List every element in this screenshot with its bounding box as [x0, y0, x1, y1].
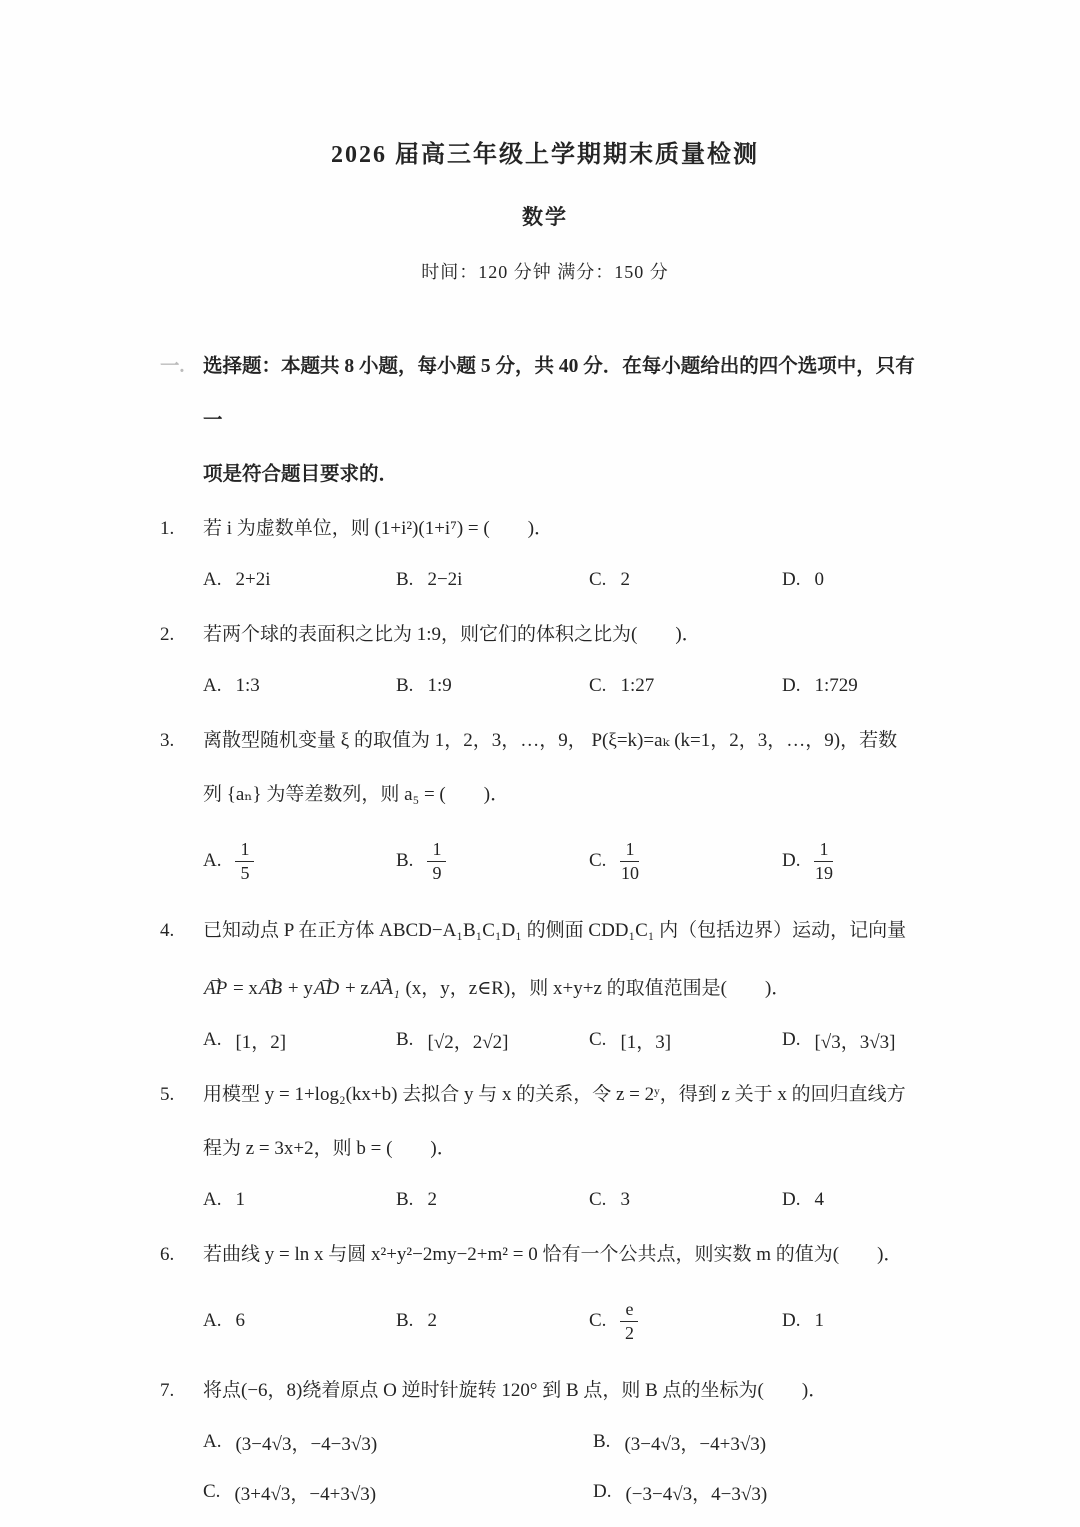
section-line1: 选择题：本题共 8 小题，每小题 5 分，共 40 分．在每小题给出的四个选项中，只有一 [203, 356, 915, 431]
question-3-line1: 离散型随机变量 ξ 的取值为 1，2，3，…，9， P(ξ=k)=aₖ (k=1，2，3，…，9)，若数 [203, 730, 898, 751]
question-5-stem [203, 1068, 975, 1176]
question-4-number: 4. [160, 920, 175, 941]
option-c: C. $\frac{e}{2}$ [589, 1299, 782, 1343]
page-title: 2026 届高三年级上学期期末质量检测 [331, 142, 759, 168]
option-a: A. 1:3 [203, 675, 260, 696]
option-d-value: [√3，3√3] [814, 1031, 896, 1053]
question-7-options-row1 [203, 1420, 983, 1464]
option-b: B. (3−4√3，−4+3√3) [593, 1429, 983, 1456]
option-d: D. 4 [782, 1189, 824, 1210]
option-b: B. [√2，2√2] [396, 1027, 589, 1054]
vector-AB: AB → [258, 962, 283, 1016]
option-b-value: 2−2i [427, 569, 463, 590]
section-marker: 一. [160, 356, 185, 377]
question-6-stem: 若曲线 y = ln x 与圆 x²+y²−2my−2+m² = 0 恰有一个公共点，则实数 m 的值为( )． [203, 1244, 903, 1265]
section-text [203, 340, 930, 502]
option-d-value: 1:729 [814, 675, 858, 696]
option-c: C. 3 [589, 1189, 630, 1210]
vector-AD: AD → [313, 962, 340, 1016]
option-b-value: (3−4√3，−4+3√3) [624, 1433, 767, 1455]
option-a-value: 1:3 [235, 675, 260, 696]
question-2-number: 2. [160, 624, 175, 645]
fraction: $\frac{1}{19}$ [814, 838, 833, 883]
option-c-value: 3 [620, 1189, 630, 1210]
question-4 [160, 904, 930, 1068]
question-6-options [203, 1284, 975, 1358]
option-c-value: [1，3] [620, 1031, 672, 1053]
question-4-line2: AP → = xAB → + yAD → + zAA₁ → (x，y，z∈R)，则 x+y+z 的取值范围是( )． [203, 958, 975, 1016]
option-c: C. $\frac{1}{10}$ [589, 838, 639, 883]
option-c-value: (3+4√3，−4+3√3) [234, 1483, 377, 1505]
question-3 [160, 714, 930, 904]
question-4-options [203, 1018, 975, 1062]
option-d: D. 1:729 [782, 675, 858, 696]
option-c: C. 1:27 [589, 675, 655, 696]
question-4-line1: 已知动点 P 在正方体 ABCD−A₁B₁C₁D₁ 的侧面 CDD₁C₁ 内（包括边界）运动，记向量 [203, 920, 907, 941]
section-line2: 项是符合题目要求的． [203, 464, 399, 485]
option-c: C. [1，3] [589, 1027, 782, 1054]
question-1-options [203, 558, 975, 602]
question-7 [160, 1364, 930, 1520]
option-c-value: 2 [620, 569, 630, 590]
fraction: $\frac{1}{5}$ [235, 839, 254, 883]
option-d-value: 0 [814, 569, 824, 590]
option-a: A. [1，2] [203, 1027, 396, 1054]
subject-title: 数学 [522, 205, 568, 229]
question-1-stem: 若 i 为虚数单位，则 (1+i²)(1+i⁷) = ( )． [203, 518, 554, 539]
question-3-line2: 列 {aₙ} 为等差数列，则 a₅ = ( )． [203, 784, 510, 805]
option-d: D. (−3−4√3，4−3√3) [593, 1479, 983, 1506]
question-5 [160, 1068, 930, 1228]
question-5-number: 5. [160, 1084, 175, 1105]
fraction: $\frac{1}{10}$ [620, 838, 639, 883]
option-d-value: (−3−4√3，4−3√3) [625, 1483, 768, 1505]
option-b-value: 1:9 [427, 675, 452, 696]
question-7-number: 7. [160, 1380, 175, 1401]
question-2-options [203, 664, 975, 708]
question-2 [160, 608, 930, 714]
question-1-number: 1. [160, 518, 175, 539]
option-b: B. $\frac{1}{9}$ [396, 839, 589, 883]
option-b-value: [√2，2√2] [427, 1031, 509, 1053]
option-d: D. [√3，3√3] [782, 1027, 975, 1054]
option-d-value: 1 [814, 1310, 824, 1331]
option-c: C. (3+4√3，−4+3√3) [203, 1479, 593, 1506]
option-d: D. 0 [782, 569, 824, 590]
question-7-stem: 将点(−6，8)绕着原点 O 逆时针旋转 120° 到 B 点，则 B 点的坐标为( )． [203, 1380, 828, 1401]
question-2-stem: 若两个球的表面积之比为 1:9，则它们的体积之比为( )． [203, 624, 701, 645]
option-d: D. $\frac{1}{19}$ [782, 838, 833, 883]
option-b: B. 2 [396, 1310, 437, 1331]
question-5-line1: 用模型 y = 1+log₂(kx+b) 去拟合 y 与 x 的关系，令 z = 2ʸ，得到 z 关于 x 的回归直线方 [203, 1084, 906, 1105]
option-d: D. 1 [782, 1310, 824, 1331]
fraction: $\frac{e}{2}$ [620, 1299, 638, 1343]
question-5-line2: 程为 z = 3x+2，则 b = ( )． [203, 1138, 456, 1159]
option-c: C. 2 [589, 569, 630, 590]
fraction: $\frac{1}{9}$ [427, 839, 446, 883]
question-6 [160, 1228, 930, 1364]
option-d-value: 4 [814, 1189, 824, 1210]
option-b-value: 2 [427, 1310, 437, 1331]
option-b: B. 1:9 [396, 675, 452, 696]
option-a-value: 1 [235, 1189, 245, 1210]
option-b-value: 2 [427, 1189, 437, 1210]
option-a: A. $\frac{1}{5}$ [203, 839, 396, 883]
question-3-options [203, 824, 975, 898]
question-6-number: 6. [160, 1244, 175, 1265]
option-a: A. 1 [203, 1189, 245, 1210]
option-a-value: 2+2i [235, 569, 271, 590]
option-a-value: 6 [235, 1310, 245, 1331]
question-1 [160, 502, 930, 608]
option-a-value: (3−4√3，−4−3√3) [235, 1433, 378, 1455]
option-a: A. (3−4√3，−4−3√3) [203, 1429, 593, 1456]
question-3-stem [203, 714, 975, 822]
option-b: B. 2−2i [396, 569, 463, 590]
option-a: A. 6 [203, 1310, 245, 1331]
vector-AP: AP → [203, 962, 228, 1016]
vector-AA1: AA₁ → [369, 962, 401, 1016]
option-b: B. 2 [396, 1189, 437, 1210]
option-a-value: [1，2] [235, 1031, 287, 1053]
question-3-number: 3. [160, 730, 175, 751]
option-a: A. 2+2i [203, 569, 271, 590]
section-header [160, 340, 930, 502]
exam-meta: 时间：120 分钟 满分：150 分 [421, 262, 669, 282]
option-c-value: 1:27 [620, 675, 655, 696]
question-7-options-row2 [203, 1470, 983, 1514]
question-5-options [203, 1178, 975, 1222]
